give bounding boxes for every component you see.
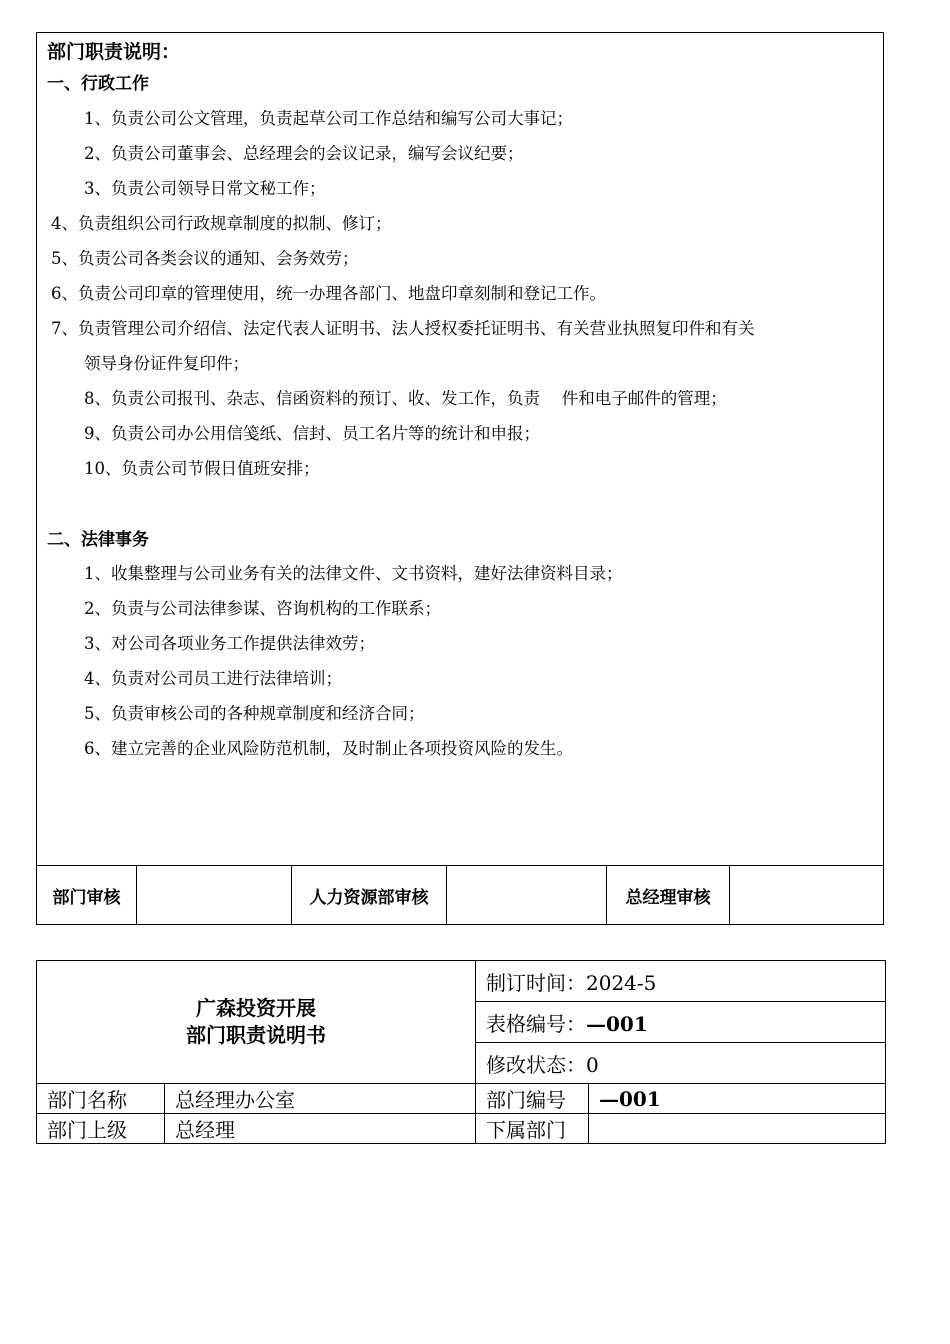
duty-item: 6、建立完善的企业风险防范机制，及时制止各项投资风险的发生。 bbox=[84, 739, 573, 758]
duty-item: 7、负责管理公司介绍信、法定代表人证明书、法人授权委托证明书、有关营业执照复印件和有关 bbox=[51, 319, 755, 338]
gm-review-label: 总经理审核 bbox=[607, 866, 730, 925]
section-title-legal: 二、法律事务 bbox=[47, 530, 149, 550]
revision-status-cell bbox=[476, 1043, 886, 1084]
revised-time-label: 制订时间： bbox=[486, 970, 586, 995]
gm-review-field[interactable] bbox=[730, 866, 883, 925]
duty-item: 1、收集整理与公司业务有关的法律文件、文书资料，建好法律资料目录； bbox=[84, 564, 623, 583]
duty-item: 3、对公司各项业务工作提供法律效劳； bbox=[84, 634, 375, 653]
company-name: 广森投资开展 bbox=[196, 996, 316, 1020]
duty-item: 4、负责对公司员工进行法律培训； bbox=[84, 669, 342, 688]
duty-item: 8、负责公司报刊、杂志、信函资料的预订、收、发工作，负责 件和电子邮件的管理； bbox=[84, 389, 727, 408]
section-title-admin: 一、行政工作 bbox=[47, 74, 149, 94]
duty-item: 5、负责审核公司的各种规章制度和经济合同； bbox=[84, 704, 425, 723]
duty-item: 6、负责公司印章的管理使用，统一办理各部门、地盘印章刻制和登记工作。 bbox=[51, 284, 606, 303]
duty-item: 2、负责与公司法律参谋、咨询机构的工作联系； bbox=[84, 599, 441, 618]
revised-time-cell bbox=[476, 961, 886, 1002]
form-number-value: —001 bbox=[586, 1011, 648, 1036]
duty-item-continued: 领导身份证件复印件； bbox=[84, 354, 249, 373]
duty-item: 5、负责公司各类会议的通知、会务效劳； bbox=[51, 249, 359, 268]
document-title: 部门职责说明书 bbox=[186, 1023, 326, 1047]
dept-number-label: 部门编号 bbox=[476, 1084, 589, 1114]
review-row bbox=[37, 865, 883, 925]
subordinate-value bbox=[589, 1114, 886, 1144]
company-title-cell bbox=[37, 961, 476, 1084]
duty-item: 4、负责组织公司行政规章制度的拟制、修订； bbox=[51, 214, 392, 233]
dept-number-value: —001 bbox=[589, 1084, 886, 1114]
duty-item: 2、负责公司董事会、总经理会的会议记录，编写会议纪要； bbox=[84, 144, 524, 163]
revision-status-label: 修改状态： bbox=[486, 1052, 586, 1077]
form-number-cell bbox=[476, 1002, 886, 1043]
department-info-table bbox=[36, 960, 886, 1144]
revised-time-value: 2024-5 bbox=[586, 970, 657, 995]
superior-label: 部门上级 bbox=[37, 1114, 165, 1144]
subordinate-label: 下属部门 bbox=[476, 1114, 589, 1144]
duty-item: 1、负责公司公文管理，负责起草公司工作总结和编写公司大事记； bbox=[84, 109, 573, 128]
duty-item: 3、负责公司领导日常文秘工作； bbox=[84, 179, 326, 198]
duty-item: 10、负责公司节假日值班安排； bbox=[84, 459, 320, 478]
dept-name-label: 部门名称 bbox=[37, 1084, 165, 1114]
superior-value: 总经理 bbox=[165, 1114, 476, 1144]
hr-review-field[interactable] bbox=[447, 866, 607, 925]
dept-review-label: 部门审核 bbox=[37, 866, 137, 925]
hr-review-label: 人力资源部审核 bbox=[292, 866, 447, 925]
duty-item: 9、负责公司办公用信笺纸、信封、员工名片等的统计和申报； bbox=[84, 424, 540, 443]
revision-status-value: 0 bbox=[586, 1052, 599, 1077]
dept-name-value: 总经理办公室 bbox=[165, 1084, 476, 1114]
form-number-label: 表格编号： bbox=[486, 1011, 586, 1036]
duties-title: 部门职责说明： bbox=[47, 41, 181, 63]
department-duties-box bbox=[36, 32, 884, 925]
dept-review-field[interactable] bbox=[137, 866, 292, 925]
